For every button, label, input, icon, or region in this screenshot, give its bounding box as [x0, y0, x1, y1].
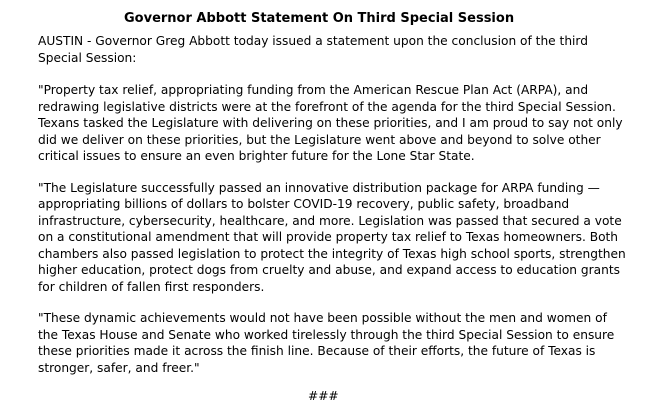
end-of-release-mark: ###: [308, 389, 339, 403]
document-title: Governor Abbott Statement On Third Special Session: [124, 11, 515, 26]
quote-paragraph-2: "The Legislature successfully passed an innovative distribution package for ARPA funding — appropriating billions of dollars to bolster COVID-19 recovery, public safety, broadband infrastructure, cybersecurity, healthcare, and more. Legislation was passed that secured a vote on a constitutional amendment that will provide property tax relief to Texas homeowners. Both chambers also passed legislation to protect the integrity of Texas high school sports, strengthen higher education, protect dogs from cruelty and abuse, and expand access to education grants for children of fallen first responders.: [38, 180, 626, 294]
quote-paragraph-1: "Property tax relief, appropriating funding from the American Rescue Plan Act (ARPA), and redrawing legislative districts were at the forefront of the agenda for the third Special Session. Texans tasked the Legislature with delivering on these priorities, and I am proud to say not only did we deliver on these priorities, but the Legislature went above and beyond to solve other critical issues to ensure an even brighter future for the Lone Star State.: [38, 83, 623, 163]
quote-paragraph-3: "These dynamic achievements would not have been possible without the men and women of the Texas House and Senate who worked tirelessly through the third Special Session to ensure these priorities made it across the finish line. Because of their efforts, the future of Texas is stronger, safer, and freer.": [38, 311, 615, 375]
intro-paragraph: AUSTIN - Governor Greg Abbott today issued a statement upon the conclusion of the third Special Session:: [38, 34, 588, 65]
